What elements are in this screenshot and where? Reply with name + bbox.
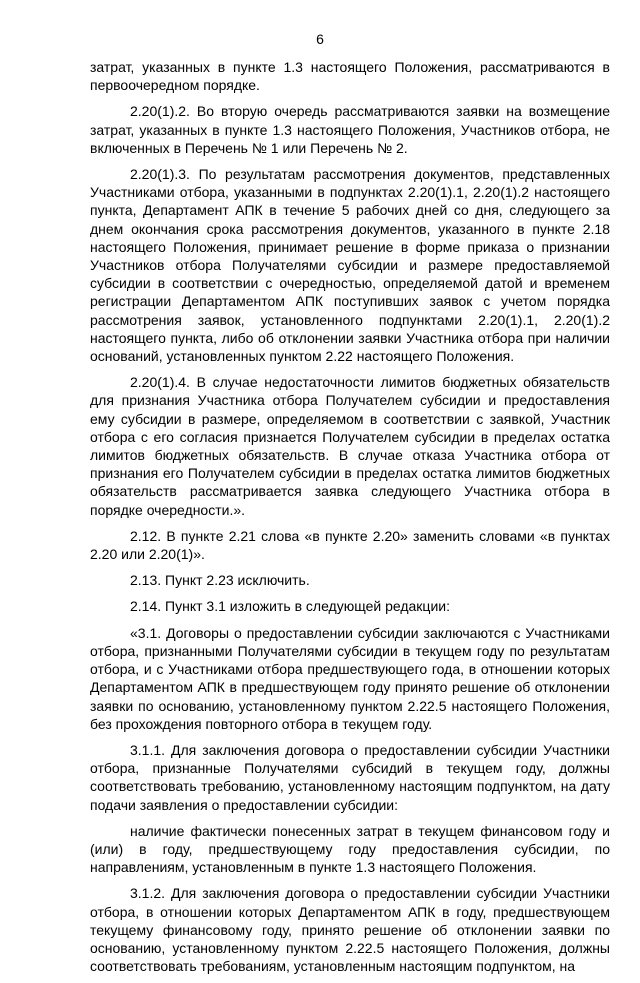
- paragraph: 2.14. Пункт 3.1 изложить в следующей редакции:: [130, 598, 450, 615]
- paragraph: 2.20(1).3. По результатам рассмотрения документов, представленных Участниками отбора, указанными в подпунктах 2.20(1).1, 2.20(1).2 настоящего пункта, Департамент АПК в течение 5 рабочих дней со дня, следующего за днем окончания срока рассмотрения документов, указанного в пункте 2.18 настоящего Положения, принимает решение в форме приказа о признании Участников отбора Получателями субсидии и размере предоставляемой субсидии в соответствии с очередностью, определяемой датой и временем регистрации Департаментом АПК поступивших заявок с учетом порядка рассмотрения заявок, установленного подпунктами 2.20(1).1, 2.20(1).2 настоящего пункта, либо об отклонении заявки Участника отбора при наличии оснований, установленных пунктом 2.22 настоящего Положения.: [90, 166, 610, 365]
- document-body: [90, 58, 610, 983]
- paragraph: наличие фактически понесенных затрат в текущем финансовом году и (или) в году, предшествующему году предоставления субсидии, по направлениям, установленным в пункте 1.3 настоящего Положения.: [90, 822, 610, 876]
- paragraph: «3.1. Договоры о предоставлении субсидии заключаются с Участниками отбора, признанными Получателями субсидии в текущем году по результатам отбора, и с Участниками отбора предшествующего года, в отношении которых Департаментом АПК в предшествующем году принято решение об отклонении заявки по основанию, установленному пунктом 2.22.5 настоящего Положения, без прохождения повторного отбора в текущем году.: [90, 624, 610, 732]
- paragraph: 2.13. Пункт 2.23 исключить.: [130, 572, 310, 589]
- paragraph: 3.1.2. Для заключения договора о предоставлении субсидии Участники отбора, в отношении которых Департаментом АПК в году, предшествующем текущему финансовому году, принято решение об отклонении заявки по основанию, установленному пунктом 2.22.5 настоящего Положения, должны соответствовать требованиям, установленным настоящим подпунктом, на: [90, 885, 610, 975]
- paragraph: 2.20(1).2. Во вторую очередь рассматриваются заявки на возмещение затрат, указанных в пункте 1.3 настоящего Положения, Участников отбора, не включенных в Перечень № 1 или Перечень № 2.: [90, 103, 610, 156]
- paragraph: 3.1.1. Для заключения договора о предоставлении субсидии Участники отбора, признанные Получателями субсидий в текущем году, должны соответствовать требованию, установленному настоящим подпунктом, на дату подачи заявления о предоставлении субсидии:: [90, 741, 610, 813]
- paragraph: затрат, указанных в пункте 1.3 настоящего Положения, рассматриваются в первоочередном порядке.: [90, 59, 610, 94]
- paragraph: 2.12. В пункте 2.21 слова «в пункте 2.20» заменить словами «в пунктах 2.20 или 2.20(1)».: [90, 527, 610, 563]
- paragraph: 2.20(1).4. В случае недостаточности лимитов бюджетных обязательств для признания Участника отбора Получателем субсидии и предоставления ему субсидии в размере, определяемом в соответствии с заявкой, Участник отбора с его согласия признается Получателем субсидии в пределах остатка лимитов бюджетных обязательств. В случае отказа Участника отбора от признания его Получателем субсидии в пределах остатка лимитов бюджетных обязательств рассматривается заявка следующего Участника отбора в порядке очередности.».: [90, 374, 610, 518]
- page-number: 6: [316, 31, 324, 47]
